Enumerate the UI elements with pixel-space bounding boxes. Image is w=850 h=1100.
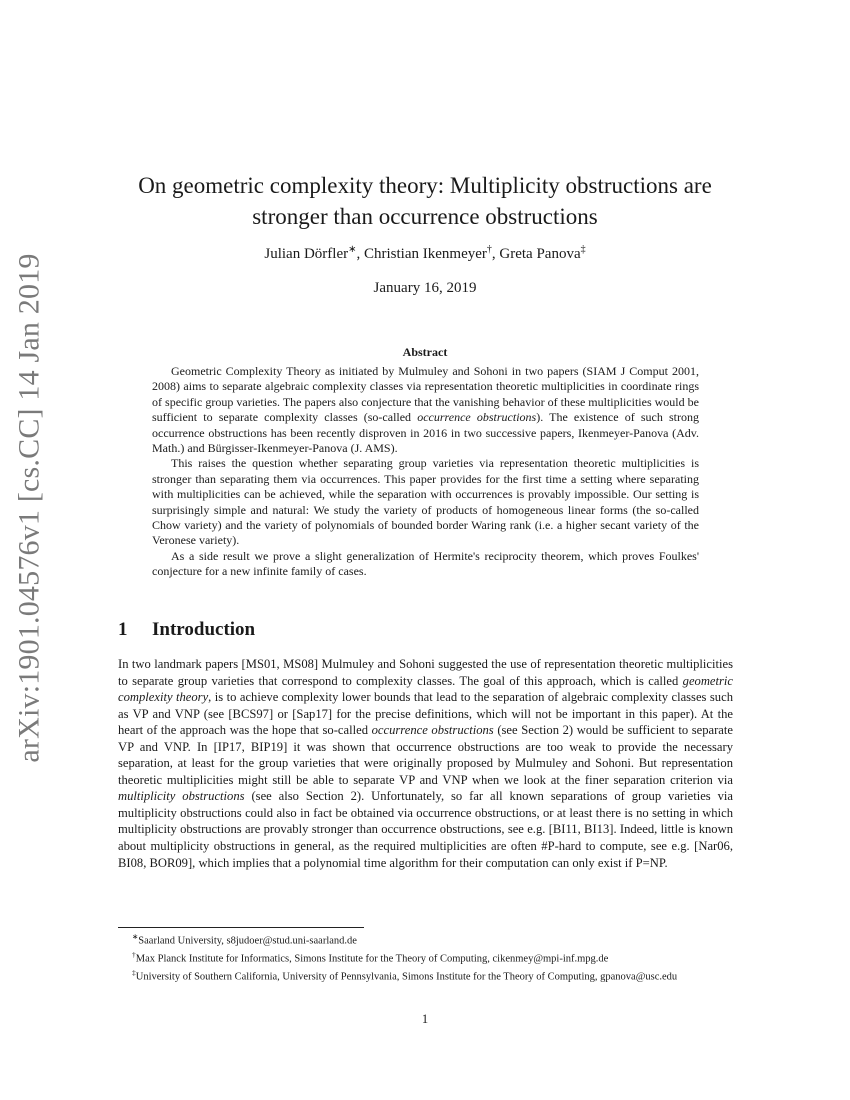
footnotes (118, 930, 733, 984)
author-name: Christian Ikenmeyer (364, 246, 487, 262)
abstract-body (152, 364, 699, 580)
intro-text: , is to achieve complexity lower bounds that lead to the separation of algebraic complexity classes such as VP and VNP (see [BCS97] or [Sap17] for the precise definitions, which will not be important in this paper). At the heart of the approach was the hope that so-called (118, 690, 733, 738)
section-title: Introduction (152, 619, 256, 640)
title-line-2: stronger than occurrence obstructions (252, 204, 598, 229)
footnote-text: Max Planck Institute for Informatics, Simons Institute for the Theory of Computing, cikenmey@mpi-inf.mpg.de (135, 953, 609, 965)
abstract-paragraph: This raises the question whether separating group varieties via representation theoretic multiplicities is stronger than separating them via occurrences. This paper provides for the first time a setting where separating with multiplicities can be achieved, while the separation with occurrences is provably impossible. Our setting is surprisingly simple and natural: We study the variety of products of homogeneous linear forms (the so-called Chow variety) and the variety of polynomials of bounded border Waring rank (i.e. a higher secant variety of the Veronese variety). (152, 456, 699, 548)
footnote (118, 930, 733, 948)
footnote-text: Saarland University, s8judoer@stud.uni-saarland.de (138, 935, 357, 947)
introduction-paragraph (118, 656, 733, 871)
publication-date: January 16, 2019 (373, 280, 477, 296)
intro-text: (see also Section 2). Unfortunately, so far all known separations of group varieties via multiplicity obstructions could also in fact be obtained via occurrence obstructions, or at least there is no setting in which multiplicity obstructions are provably stronger than occurrence obstructions, see e.g. [BI11, BI13]. Indeed, little is known about multiplicity obstructions in general, as the required multiplicities are often #P-hard to compute, see e.g. [Nar06, BI08, BOR09], which implies that a polynomial time algorithm for their computation can only exist if P=NP. (118, 789, 733, 870)
footnote-divider (118, 927, 364, 928)
page-number: 1 (421, 1012, 429, 1026)
author-separator: , (356, 246, 364, 262)
footnote-mark: ∗ (132, 932, 139, 941)
abstract-text: Geometric Complexity Theory as initiated by Mulmuley and Sohoni in two papers (SIAM J Comput 2001, 2008) aims to separate algebraic complexity classes via representation theoretic multiplicities in coordinate rings of specific group varieties. The papers also conjecture that the vanishing behavior of these multiplicities would be sufficient to separate complexity classes (so-called (152, 364, 699, 425)
paper-title (100, 170, 750, 232)
intro-text: (see Section 2) would be sufficient to separate VP and VNP. In [IP17, BIP19] it was shown that occurrence obstructions are too weak to provide the necessary separation, at least for the group varieties that were originally proposed by Mulmuley and Sohoni. But representation theoretic multiplicities might still be able to separate VP and VNP when we look at the finer separation criterion via (118, 723, 733, 787)
footnote (118, 966, 733, 984)
author-name: Julian Dörfler (264, 246, 349, 262)
abstract-emphasis: occurrence obstructions (417, 410, 537, 425)
intro-emphasis: occurrence obstructions (371, 723, 494, 738)
author-footnote-mark: ∗ (348, 244, 357, 255)
footnote-mark: † (132, 950, 136, 960)
section-heading (118, 619, 255, 641)
author-footnote-mark: ‡ (580, 244, 586, 255)
intro-text: In two landmark papers [MS01, MS08] Mulmuley and Sohoni suggested the use of representation theoretic multiplicities to separate group varieties that correspond to complexity classes. The goal of this approach, which is called (118, 657, 733, 688)
abstract-paragraph: As a side result we prove a slight generalization of Hermite's reciprocity theorem, which proves Foulkes' conjecture for a new infinite family of cases. (152, 548, 699, 579)
abstract-heading: Abstract (402, 345, 448, 359)
section-number: 1 (118, 619, 128, 640)
abstract-text: ). The existence of such strong occurrence obstructions has been recently disproven in 2016 in two successive papers, Ikenmeyer-Panova (Adv. Math.) and Bürgisser-Ikenmeyer-Panova (J. AMS). (152, 410, 699, 456)
arxiv-identifier-stamp (8, 253, 52, 763)
footnote-text: University of Southern California, University of Pennsylvania, Simons Institute for the Theory of Computing, gpanova@usc.edu (135, 971, 678, 983)
title-line-1: On geometric complexity theory: Multiplicity obstructions are (138, 173, 712, 198)
abstract-paragraph (152, 364, 699, 456)
footnote (118, 948, 733, 966)
author-footnote-mark: † (486, 244, 492, 255)
intro-emphasis: multiplicity obstructions (118, 789, 245, 804)
author-separator: , (491, 246, 500, 262)
arxiv-identifier-text: arXiv:1901.04576v1 [cs.CC] 14 Jan 2019 (13, 253, 47, 763)
footnote-mark: ‡ (132, 968, 136, 978)
author-list (100, 244, 750, 263)
intro-emphasis: geometric complexity theory (118, 673, 733, 705)
author-name: Greta Panova (499, 246, 581, 262)
